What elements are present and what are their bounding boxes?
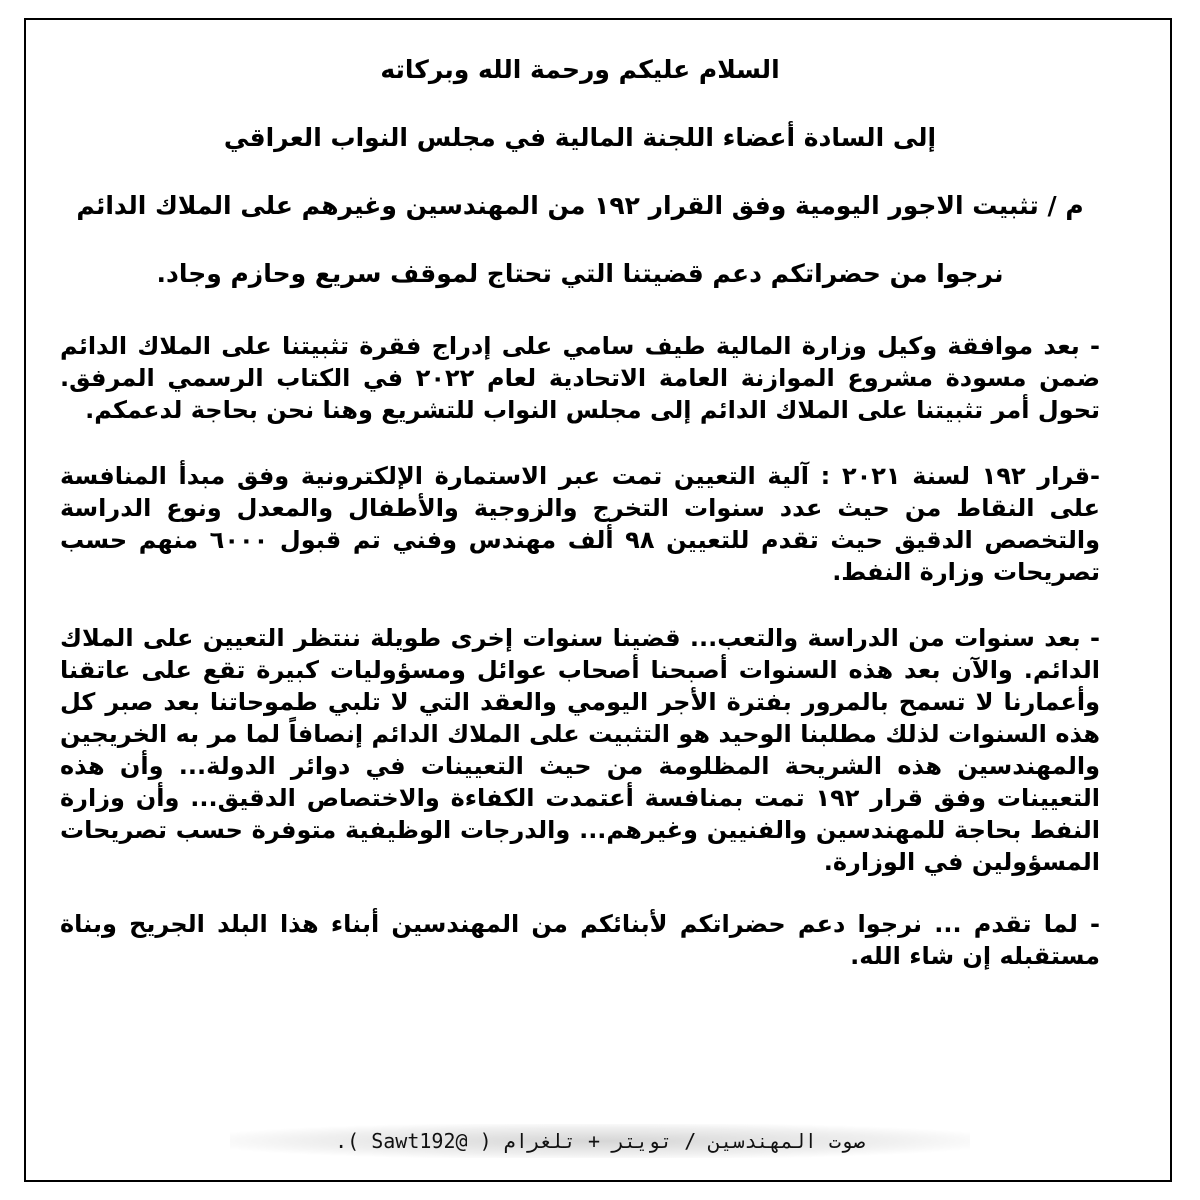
paragraph-closing-request: - لما تقدم ... نرجوا دعم حضراتكم لأبنائكم من المهندسين أبناء هذا البلد الجريح وبناة مستقبله إن شاء الله. [60,910,1100,970]
subject-line: م / تثبيت الاجور اليومية وفق القرار ١٩٢ من المهندسين وغيرهم على الملاك الدائم [76,191,1084,220]
request-line: نرجوا من حضراتكم دعم قضيتنا التي تحتاج لموقف سريع وحازم وجاد. [156,259,1004,288]
letter-body [60,32,1100,972]
paragraph-finance-approval: - بعد موافقة وكيل وزارة المالية طيف سامي على إدراج فقرة تثبيتنا على الملاك الدائم ضمن مسودة مشروع الموازنة العامة الاتحادية لعام ٢٠٢٢ في الكتاب الرسمي المرفق. تحول أمر تثبيتنا على الملاك الدائم إلى مجلس النواب للتشريع وهنا نحن بحاجة لدعمكم. [60,332,1101,424]
recipient-line: إلى السادة أعضاء اللجنة المالية في مجلس النواب العراقي [223,123,937,152]
greeting: السلام عليكم ورحمة الله وبركاته [380,55,780,84]
paragraph-decision-192: -قرار ١٩٢ لسنة ٢٠٢١ : آلية التعيين تمت عبر الاستمارة الإلكترونية وفق مبدأ المنافسة على النقاط من حيث عدد سنوات التخرج والزوجية والأطفال والمعدل ونوع الدراسة والتخصص الدقيق حيث تقدم للتعيين ٩٨ ألف مهندس وفني تم قبول ٦٠٠٠ منهم حسب تصريحات وزارة النفط. [60,462,1101,586]
paragraph-years-of-waiting: - بعد سنوات من الدراسة والتعب... قضينا سنوات إخرى طويلة ننتظر التعيين على الملاك الدائم. والآن بعد هذه السنوات أصبحنا أصحاب عوائل ومسؤوليات كبيرة تقع على عاتقنا وأعمارنا لا تسمح بالمرور بفترة الأجر اليومي والعقد التي لا تلبي طموحاتنا بعد صبر كل هذه السنوات لذلك مطلبنا الوحيد هو التثبيت على الملاك الدائم إنصافاً لما مر به الخريجين والمهندسين هذه الشريحة المظلومة من حيث التعيينات في دوائر الدولة... وأن هذه التعيينات وفق قرار ١٩٢ تمت بمنافسة أعتمدت الكفاءة والاختصاص الدقيق... وأن وزارة النفط بحاجة للمهندسين والفنيين وغيرهم... والدرجات الوظيفية متوفرة حسب تصريحات المسؤولين في الوزارة. [60,624,1100,876]
footer-credit: صوت المهندسين / تويتر + تلغرام ( @Sawt192 ). [230,1124,970,1158]
